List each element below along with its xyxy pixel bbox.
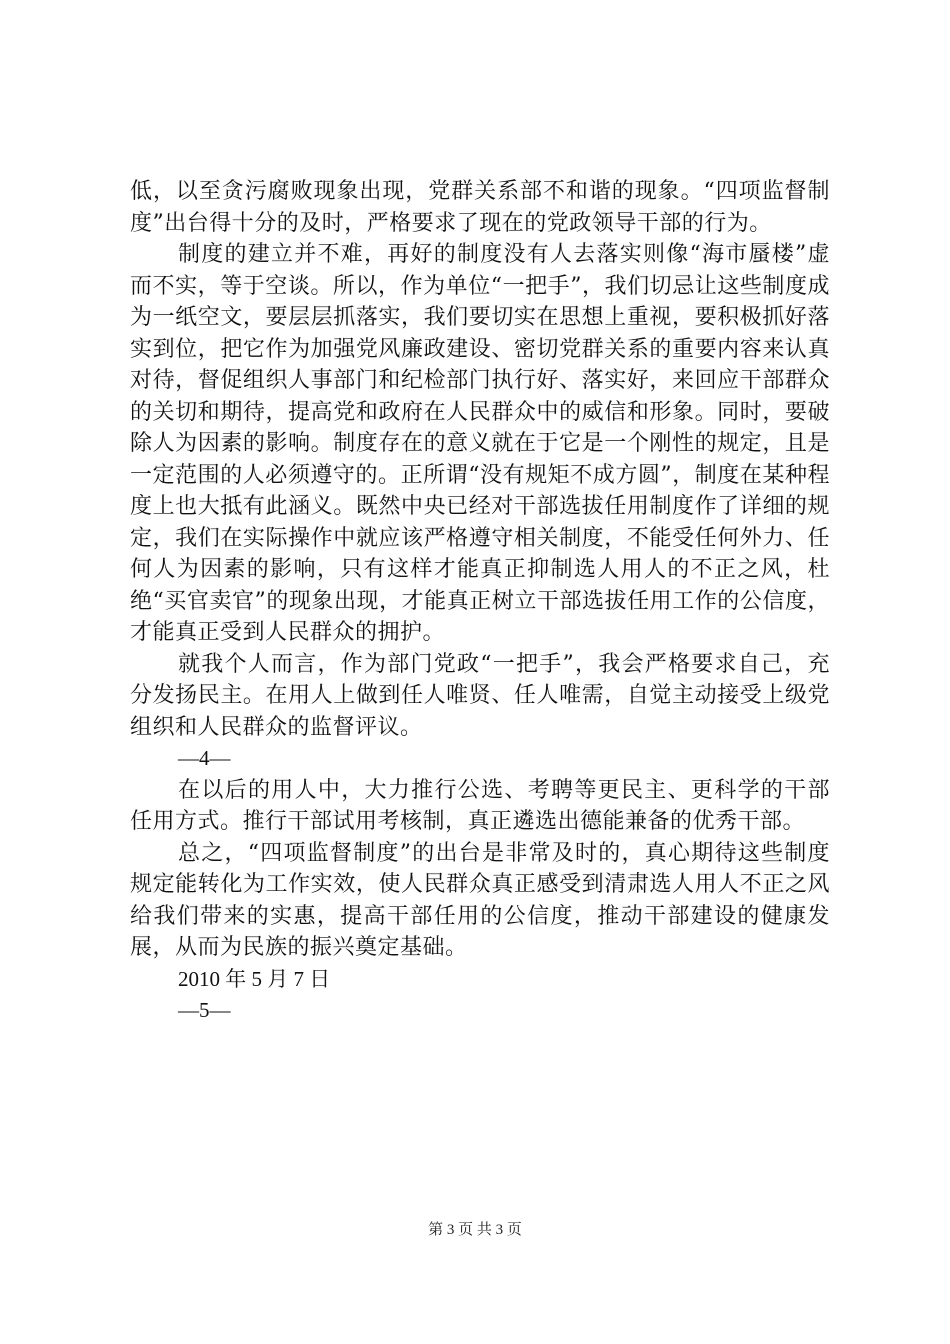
paragraph-future-appointments: 在以后的用人中，大力推行公选、考聘等更民主、更科学的干部任用方式。推行干部试用考核制，真正遴选出德能兼备的优秀干部。 <box>130 777 830 834</box>
paragraph-system-implementation: 制度的建立并不难，再好的制度没有人去落实则像“海市蜃楼”虚而不实，等于空谈。所以，作为单位“一把手”，我们切忌让这些制度成为一纸空文，要层层抓落实，我们要切实在思想上重视，要积极抓好落实到位，把它作为加强党风廉政建设、密切党群关系的重要内容来认真对待，督促组织人事部门和纪检部门执行好、落实好，来回应干部群众的关切和期待，提高党和政府在人民群众中的威信和形象。同时，要破除人为因素的影响。制度存在的意义就在于它是一个刚性的规定，且是一定范围的人必须遵守的。正所谓“没有规矩不成方圆”，制度在某种程度上也大抵有此涵义。既然中央已经对干部选拔任用制度作了详细的规定，我们在实际操作中就应该严格遵守相关制度，不能受任何外力、任何人为因素的影响，只有这样才能真正抑制选人用人的不正之风，杜绝“买官卖官”的现象出现，才能真正树立干部选拔任用工作的公信度，才能真正受到人民群众的拥护。 <box>130 242 830 645</box>
paragraph-continuation: 低，以至贪污腐败现象出现，党群关系部不和谐的现象。“四项监督制度”出台得十分的及时，严格要求了现在的党政领导干部的行为。 <box>130 179 830 236</box>
page-marker-5: —5— <box>178 998 231 1022</box>
document-date: 2010 年 5 月 7 日 <box>178 966 331 991</box>
paragraph-personal-statement: 就我个人而言，作为部门党政“一把手”，我会严格要求自己，充分发扬民主。在用人上做到任人唯贤、任人唯需，自觉主动接受上级党组织和人民群众的监督评议。 <box>130 651 830 740</box>
page-footer: 第 3 页 共 3 页 <box>428 1222 522 1238</box>
document-body <box>130 176 830 1027</box>
paragraph-conclusion: 总之，“四项监督制度”的出台是非常及时的，真心期待这些制度规定能转化为工作实效，使人民群众真正感受到清肃选人用人不正之风给我们带来的实惠，提高干部任用的公信度，推动干部建设的健康发展，从而为民族的振兴奠定基础。 <box>130 840 830 960</box>
page-marker-4: —4— <box>178 746 231 770</box>
